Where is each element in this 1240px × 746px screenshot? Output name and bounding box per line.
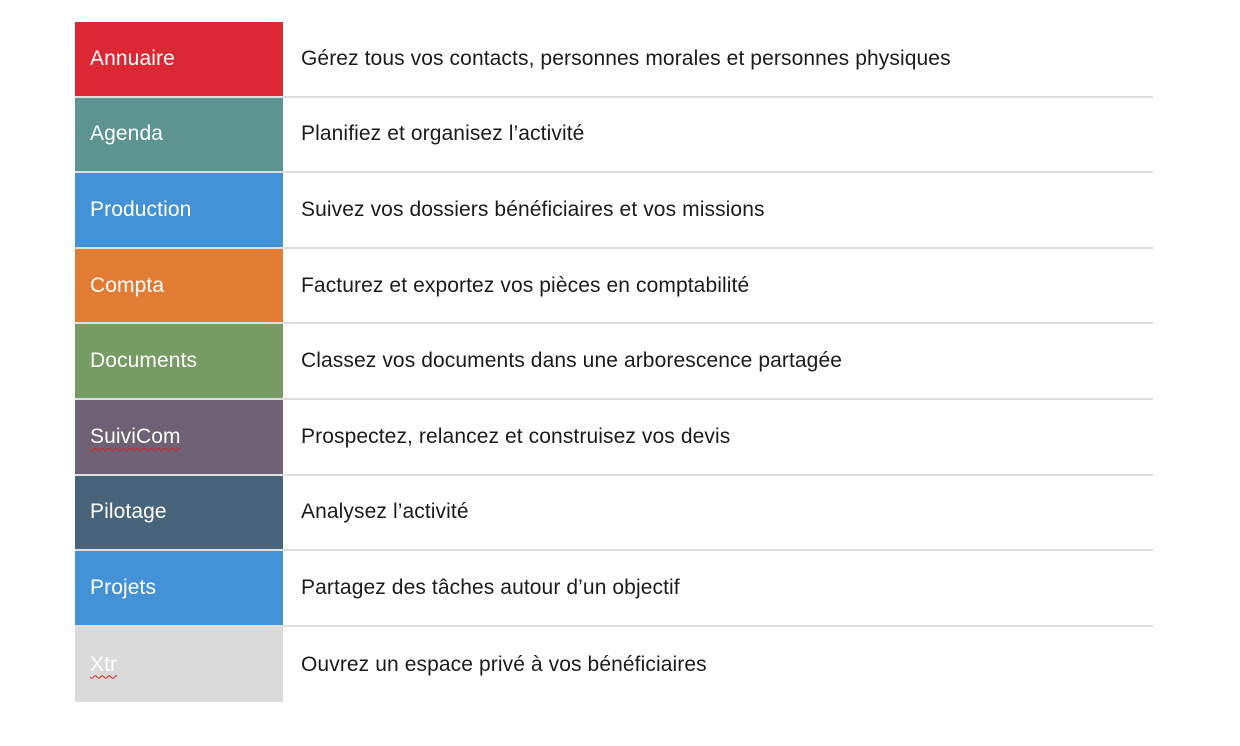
module-name-pilotage: Pilotage: [90, 500, 167, 524]
module-row-agenda: [75, 98, 1153, 174]
module-description-text: Ouvrez un espace privé à vos bénéficiaires: [301, 652, 707, 676]
module-description-documents: [283, 324, 1153, 398]
module-description-text: Partagez des tâches autour d’un objectif: [301, 575, 680, 599]
module-description-text: Gérez tous vos contacts, personnes morales et personnes physiques: [301, 46, 951, 70]
module-row-annuaire: [75, 22, 1153, 98]
module-name-annuaire: Annuaire: [90, 46, 175, 70]
module-description-annuaire: [283, 22, 1153, 96]
module-description-pilotage: [283, 476, 1153, 550]
module-name-cell-production: [75, 173, 283, 247]
module-name-cell-xtr: [75, 627, 283, 703]
module-name-agenda: Agenda: [90, 122, 164, 146]
module-description-text: Analysez l’activité: [301, 500, 469, 524]
module-row-xtr: [75, 627, 1153, 703]
module-description-agenda: [283, 98, 1153, 172]
module-name-projets: Projets: [90, 575, 157, 599]
module-description-text: Classez vos documents dans une arborescence partagée: [301, 349, 843, 373]
module-description-projets: [283, 551, 1153, 625]
module-row-documents: [75, 324, 1153, 400]
module-description-text: Facturez et exportez vos pièces en comptabilité: [301, 273, 750, 297]
module-name-cell-suivicom: [75, 400, 283, 474]
module-description-compta: [283, 249, 1153, 323]
module-row-pilotage: [75, 476, 1153, 552]
module-row-suivicom: [75, 400, 1153, 476]
module-name-suivicom: SuiviCom: [90, 424, 181, 448]
module-name-compta: Compta: [90, 273, 165, 297]
module-name-cell-pilotage: [75, 476, 283, 550]
module-description-text: Planifiez et organisez l’activité: [301, 122, 585, 146]
module-description-text: Prospectez, relancez et construisez vos devis: [301, 424, 731, 448]
module-description-text: Suivez vos dossiers bénéficiaires et vos missions: [301, 197, 765, 221]
module-description-suivicom: [283, 400, 1153, 474]
module-description-xtr: [283, 627, 1153, 703]
module-name-cell-compta: [75, 249, 283, 323]
module-name-production: Production: [90, 197, 192, 221]
modules-table: [75, 22, 1153, 702]
module-row-projets: [75, 551, 1153, 627]
module-description-production: [283, 173, 1153, 247]
module-name-cell-projets: [75, 551, 283, 625]
module-name-cell-agenda: [75, 98, 283, 172]
module-name-cell-documents: [75, 324, 283, 398]
module-name-cell-annuaire: [75, 22, 283, 96]
module-row-production: [75, 173, 1153, 249]
module-name-documents: Documents: [90, 349, 198, 373]
module-name-xtr: Xtr: [90, 652, 118, 676]
module-row-compta: [75, 249, 1153, 325]
